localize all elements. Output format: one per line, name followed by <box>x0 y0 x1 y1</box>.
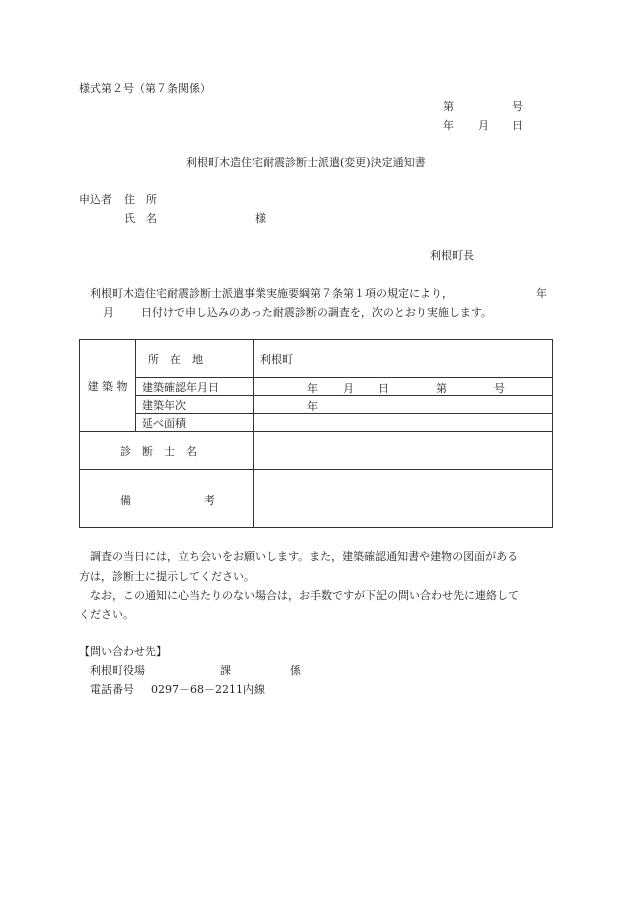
location-value-cell <box>254 340 553 378</box>
inspector-label: 診 断 士 名 <box>120 444 197 458</box>
floor-area-label-cell <box>136 414 254 432</box>
body-line-2: 日付けで申し込みのあった耐震診断の調査を，次のとおり実施します。 <box>141 306 493 319</box>
contact-kakari: 係 <box>290 664 301 677</box>
floor-area-value-cell <box>254 414 553 432</box>
built-year-value-cell <box>254 396 553 414</box>
confirm-date-value-cell <box>254 378 553 396</box>
building-info-table <box>79 339 553 528</box>
honorific-sama: 様 <box>255 212 266 225</box>
body-line-1: 利根町木造住宅耐震診断士派遣事業実施要綱第７条第１項の規定により， <box>90 287 453 300</box>
location-value: 利根町 <box>260 352 293 366</box>
doc-number-dai: 第 <box>443 100 454 113</box>
remarks-label-2: 考 <box>204 494 215 507</box>
form-number: 様式第２号（第７条関係） <box>79 82 211 95</box>
built-year-label: 建築年次 <box>142 398 186 412</box>
note-paragraph-1-line-2: 方は，診断士に提示してください。 <box>79 570 255 583</box>
remarks-value-cell <box>254 470 553 528</box>
confirm-date-label-cell <box>136 378 254 396</box>
confirm-date-label: 建築確認年月日 <box>142 380 219 394</box>
body-year: 年 <box>536 287 547 300</box>
note-paragraph-2-line-2: ください。 <box>79 608 134 621</box>
confirm-month: 月 <box>343 382 354 395</box>
confirm-day: 日 <box>378 382 389 395</box>
document-title: 利根町木造住宅耐震診断士派遣(変更)決定通知書 <box>186 156 426 169</box>
date-month: 月 <box>478 119 489 132</box>
address-label: 住 所 <box>124 193 157 206</box>
inspector-value-cell <box>254 432 553 470</box>
contact-heading: 【問い合わせ先】 <box>79 645 167 658</box>
building-label: 建 築 物 <box>87 379 128 393</box>
applicant-label: 申込者 <box>79 193 112 206</box>
floor-area-label: 延べ面積 <box>142 416 186 430</box>
doc-number-go: 号 <box>512 100 523 113</box>
built-year: 年 <box>307 400 318 413</box>
location-label: 所 在 地 <box>148 352 203 366</box>
location-label-cell <box>136 340 254 378</box>
confirm-go: 号 <box>494 382 505 395</box>
remarks-label-cell <box>80 470 254 528</box>
issuer: 利根町長 <box>430 249 474 262</box>
note-paragraph-1-line-1: 調査の当日には，立ち会いをお願いします。また，建築確認通知書や建物の図面がある <box>90 550 519 563</box>
contact-phone-number: 0297－68－2211 <box>151 683 243 696</box>
contact-extension: 内線 <box>243 683 265 696</box>
name-label: 氏 名 <box>124 212 157 225</box>
contact-phone-label: 電話番号 <box>90 683 134 696</box>
note-paragraph-2-line-1: なお，この通知に心当たりのない場合は，お手数ですが下記の問い合わせ先に連絡して <box>90 589 519 602</box>
contact-office: 利根町役場 <box>90 664 145 677</box>
body-month: 月 <box>103 306 114 319</box>
building-label-cell <box>80 340 136 432</box>
confirm-dai: 第 <box>436 382 447 395</box>
date-year: 年 <box>443 119 454 132</box>
built-year-label-cell <box>136 396 254 414</box>
confirm-year: 年 <box>307 382 318 395</box>
date-day: 日 <box>512 119 523 132</box>
contact-ka: 課 <box>220 664 231 677</box>
remarks-label-1: 備 <box>120 494 131 507</box>
inspector-label-cell <box>80 432 254 470</box>
